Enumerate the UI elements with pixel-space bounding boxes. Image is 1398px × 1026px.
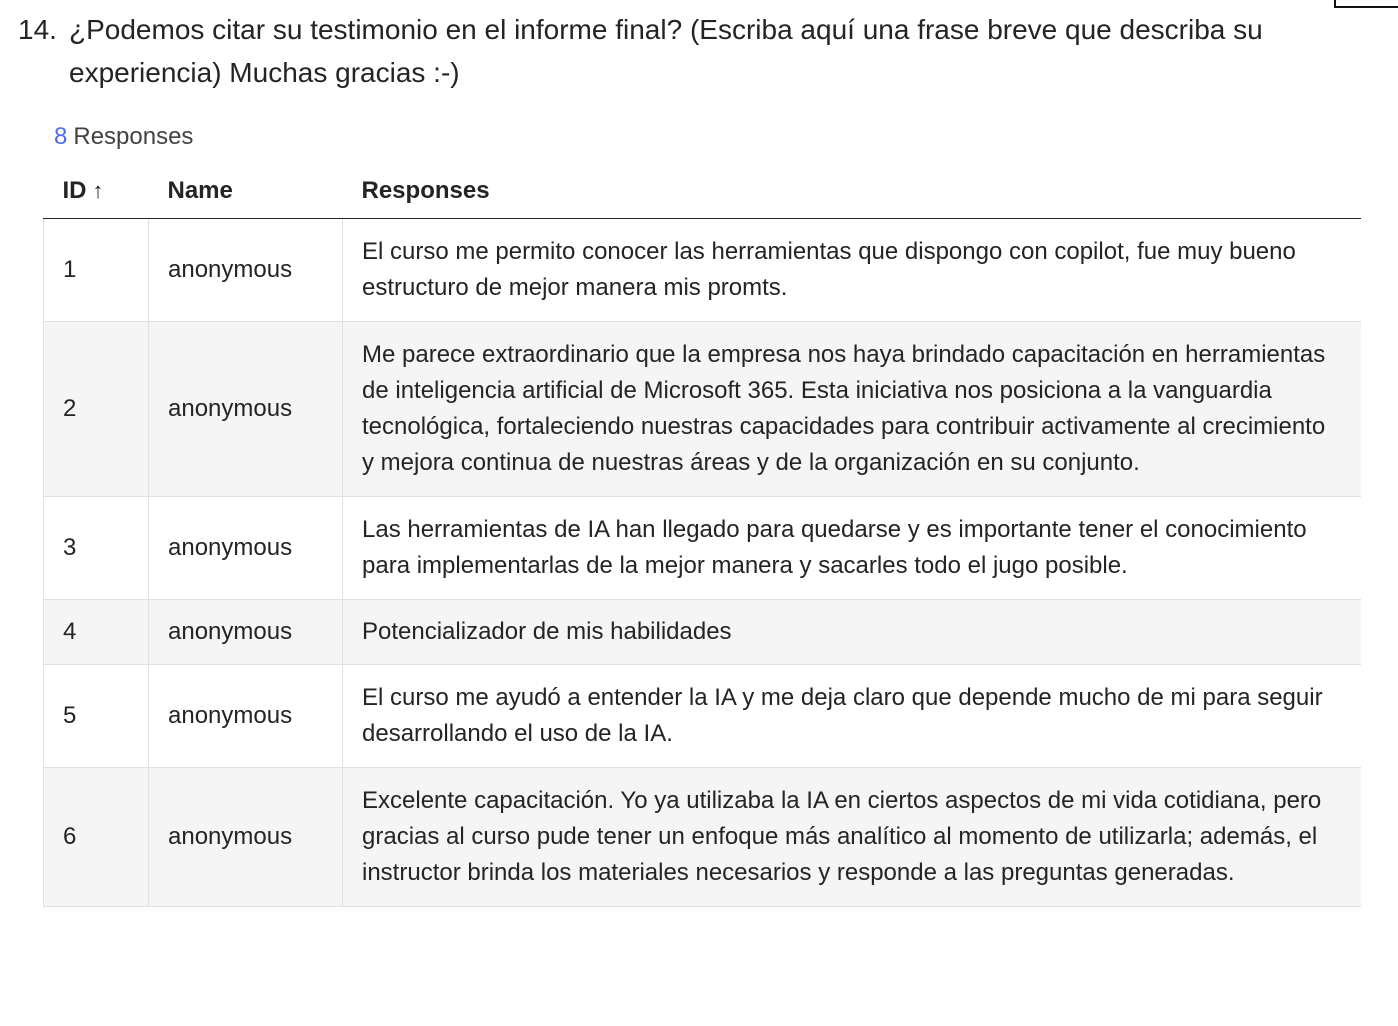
table-row[interactable] — [44, 322, 1362, 497]
responses-table — [43, 164, 1361, 907]
row-response-cell: Las herramientas de IA han llegado para quedarse y es importante tener el conocimiento para implementarlas de la mejor manera y sacarles todo el jugo posible. — [343, 497, 1362, 600]
table-header-row — [44, 164, 1362, 219]
table-row[interactable] — [44, 497, 1362, 600]
column-header-id[interactable] — [44, 164, 149, 219]
row-response-cell: El curso me permito conocer las herramientas que dispongo con copilot, fue muy bueno estructuro de mejor manera mis promts. — [343, 219, 1362, 322]
row-response-cell: El curso me ayudó a entender la IA y me deja claro que depende mucho de mi para seguir desarrollando el uso de la IA. — [343, 665, 1362, 768]
row-name-cell: anonymous — [149, 600, 343, 665]
responses-summary — [54, 120, 193, 154]
table-row[interactable] — [44, 665, 1362, 768]
column-header-responses-label: Responses — [361, 177, 490, 204]
responses-count-label: Responses — [73, 123, 194, 150]
arrow-up-icon[interactable]: ↑ — [92, 178, 104, 203]
row-id-cell: 5 — [44, 665, 149, 768]
table-row[interactable] — [44, 219, 1362, 322]
responses-count-number: 8 — [54, 123, 68, 150]
row-response-cell: Excelente capacitación. Yo ya utilizaba la IA en ciertos aspectos de mi vida cotidiana, pero gracias al curso pude tener un enfoque más analítico al momento de utilizarla; además, el instructor brinda los materiales necesarios y responde a las preguntas generadas. — [343, 768, 1362, 907]
row-id-cell: 1 — [44, 219, 149, 322]
row-name-cell: anonymous — [149, 497, 343, 600]
question-text: ¿Podemos citar su testimonio en el informe final? (Escriba aquí una frase breve que describa su experiencia) Muchas gracias :-) — [69, 14, 1263, 88]
row-name-cell: anonymous — [149, 219, 343, 322]
table-row[interactable] — [44, 768, 1362, 907]
row-id-cell: 4 — [44, 600, 149, 665]
row-id-cell: 3 — [44, 497, 149, 600]
row-id-cell: 2 — [44, 322, 149, 497]
column-header-name-label: Name — [167, 177, 233, 204]
column-header-name[interactable] — [149, 164, 343, 219]
row-name-cell: anonymous — [149, 322, 343, 497]
row-name-cell: anonymous — [149, 768, 343, 907]
row-response-cell: Potencializador de mis habilidades — [343, 600, 1362, 665]
row-name-cell: anonymous — [149, 665, 343, 768]
row-id-cell: 6 — [44, 768, 149, 907]
table-row[interactable] — [44, 600, 1362, 665]
column-header-responses[interactable] — [343, 164, 1362, 219]
column-header-id-label: ID — [62, 177, 87, 204]
question-number: 14. — [18, 14, 57, 45]
responses-table-container[interactable] — [43, 164, 1361, 992]
question-heading — [18, 8, 1383, 94]
row-response-cell: Me parece extraordinario que la empresa nos haya brindado capacitación en herramientas de inteligencia artificial de Microsoft 365. Esta iniciativa nos posiciona a la vanguardia tecnológica, fortaleciendo nuestras capacidades para contribuir activamente al crecimiento y mejora continua de nuestras áreas y de la organización en su conjunto. — [343, 322, 1362, 497]
window-corner-frame — [1334, 0, 1398, 8]
